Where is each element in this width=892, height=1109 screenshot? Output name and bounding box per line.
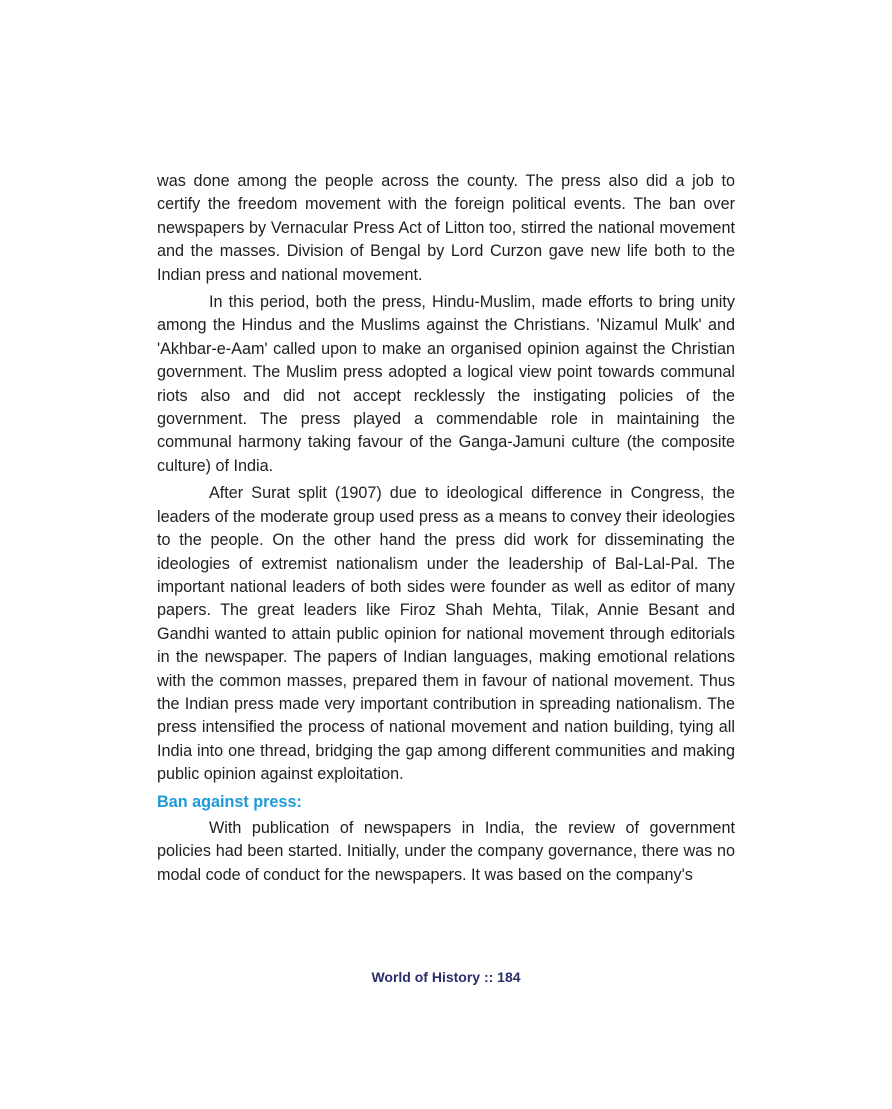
section-heading: Ban against press: (157, 792, 302, 811)
paragraph-1: was done among the people across the county. The press also did a job to certify the freedom movement with the foreign political events. The ban over newspapers by Vernacular Press Act of Litton too, stirred the national movement and the masses. Division of Bengal by Lord Curzon gave new life both to the Indian press and national movement. (157, 172, 735, 284)
paragraph-2: In this period, both the press, Hindu-Muslim, made efforts to bring unity among the Hindus and the Muslims against the Christians. 'Nizamul Mulk' and 'Akhbar-e-Aam' called upon to make an organised opinion against the Christian government. The Muslim press adopted a logical view point towards communal riots also and did not accept recklessly the instigating policies of the government. The press played a commendable role in maintaining the communal harmony taking favour of the Ganga-Jamuni culture (the composite culture) of India. (157, 293, 735, 475)
section-paragraph: With publication of newspapers in India, the review of government policies had been started. Initially, under the company governance, there was no modal code of conduct for the newspapers. It was based on the company's (157, 818, 735, 884)
paragraph-3: After Surat split (1907) due to ideological difference in Congress, the leaders of the moderate group used press as a means to convey their ideologies to the people. On the other hand the press did work for disseminating the ideologies of extremist nationalism under the leadership of Bal-Lal-Pal. The important national leaders of both sides were founder as well as editor of many papers. The great leaders like Firoz Shah Mehta, Tilak, Annie Besant and Gandhi wanted to attain public opinion for national movement through editorials in the newspaper. The papers of Indian languages, making emotional relations with the common masses, prepared them in favour of national movement. Thus the Indian press made very important contribution in spreading nationalism. The press intensified the process of national movement and nation building, tying all India into one thread, bridging the gap among different communities and making public opinion against exploitation. (157, 484, 735, 784)
page-body (157, 170, 735, 891)
page-footer: World of History :: 184 (371, 969, 521, 985)
